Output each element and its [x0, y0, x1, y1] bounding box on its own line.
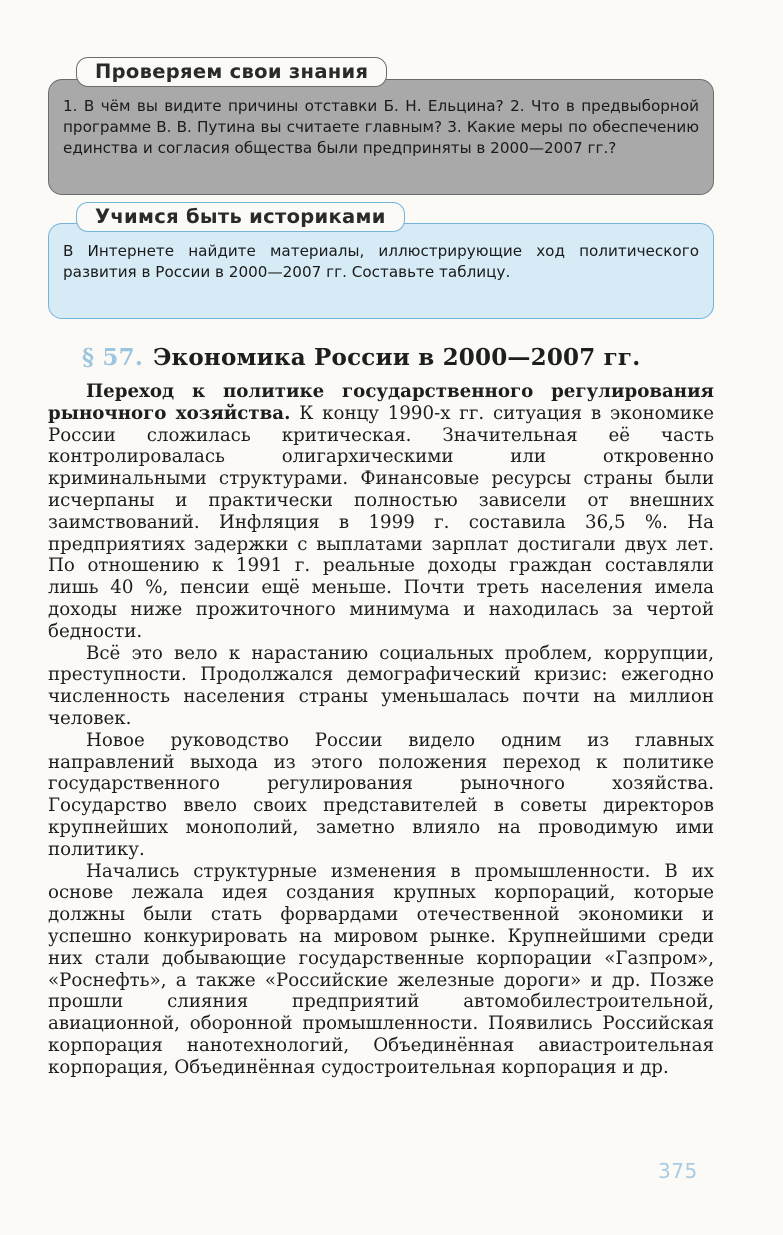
check-knowledge-box — [48, 79, 714, 195]
paragraph — [48, 381, 714, 643]
historian-task-text: В Интернете найдите материалы, иллюстрирующие ход политического развития в России в 2000—2007 гг. Составьте таблицу. — [63, 242, 699, 281]
paragraph: Начались структурные изменения в промышленности. В их основе лежала идея создания крупных корпораций, которые должны были стать форвардами отечественной экономики и успешно конкурировать на мировом рынке. Крупнейшими среди них стали добывающие государственные корпорации «Газпром», «Роснефть», а также «Российские железные дороги» и др. Позже прошли слияния предприятий автомобилестроительной, авиационной, оборонной промышленности. Появились Российская корпорация нанотехнологий, Объединённая авиастроительная корпорация, Объединённая судостроительная корпорация и др. — [48, 860, 714, 1078]
historian-task-box — [48, 223, 714, 319]
section-number: § 57. — [82, 344, 144, 371]
page-number: 375 — [658, 1159, 698, 1183]
paragraph: Всё это вело к нарастанию социальных проблем, коррупции, преступности. Продолжался демографический кризис: ежегодно численность населения страны уменьшалась почти на миллион человек. — [48, 642, 714, 729]
paragraph-lead: Переход к политике государственного регулирования рыночного хозяйства. — [48, 381, 714, 424]
paragraph-text: К концу 1990-х гг. ситуация в экономике России сложилась критическая. Значительная её часть контролировалась олигархическими или откровенно криминальными структурами. Финансовые ресурсы страны были исчерпаны и практически полностью зависели от внешних заимствований. Инфляция в 1999 г. составила 36,5 %. На предприятиях задержки с выплатами зарплат достигали двух лет. По отношению к 1991 г. реальные доходы граждан составляли лишь 40 %, пенсии ещё меньше. Почти треть населения имела доходы ниже прожиточного минимума и находилась за чертой бедности. — [48, 402, 715, 642]
historian-task-title: Учимся быть историками — [76, 202, 405, 232]
check-knowledge-title: Проверяем свои знания — [76, 57, 387, 87]
section-body — [48, 381, 714, 1079]
section-title: Экономика России в 2000—2007 гг. — [153, 344, 641, 371]
section-heading — [82, 344, 640, 371]
paragraph: Новое руководство России видело одним из главных направлений выхода из этого положения переход к политике государственного регулирования рыночного хозяйства. Государство ввело своих представителей в советы директоров крупнейших монополий, заметно влияло на проводимую ими политику. — [48, 729, 714, 860]
check-knowledge-questions: 1. В чём вы видите причины отставки Б. Н. Ельцина? 2. Что в предвыборной программе В. В. Путина вы считаете главным? 3. Какие меры по обеспечению единства и согласия общества были предприняты в 2000—2007 гг.? — [63, 97, 699, 157]
